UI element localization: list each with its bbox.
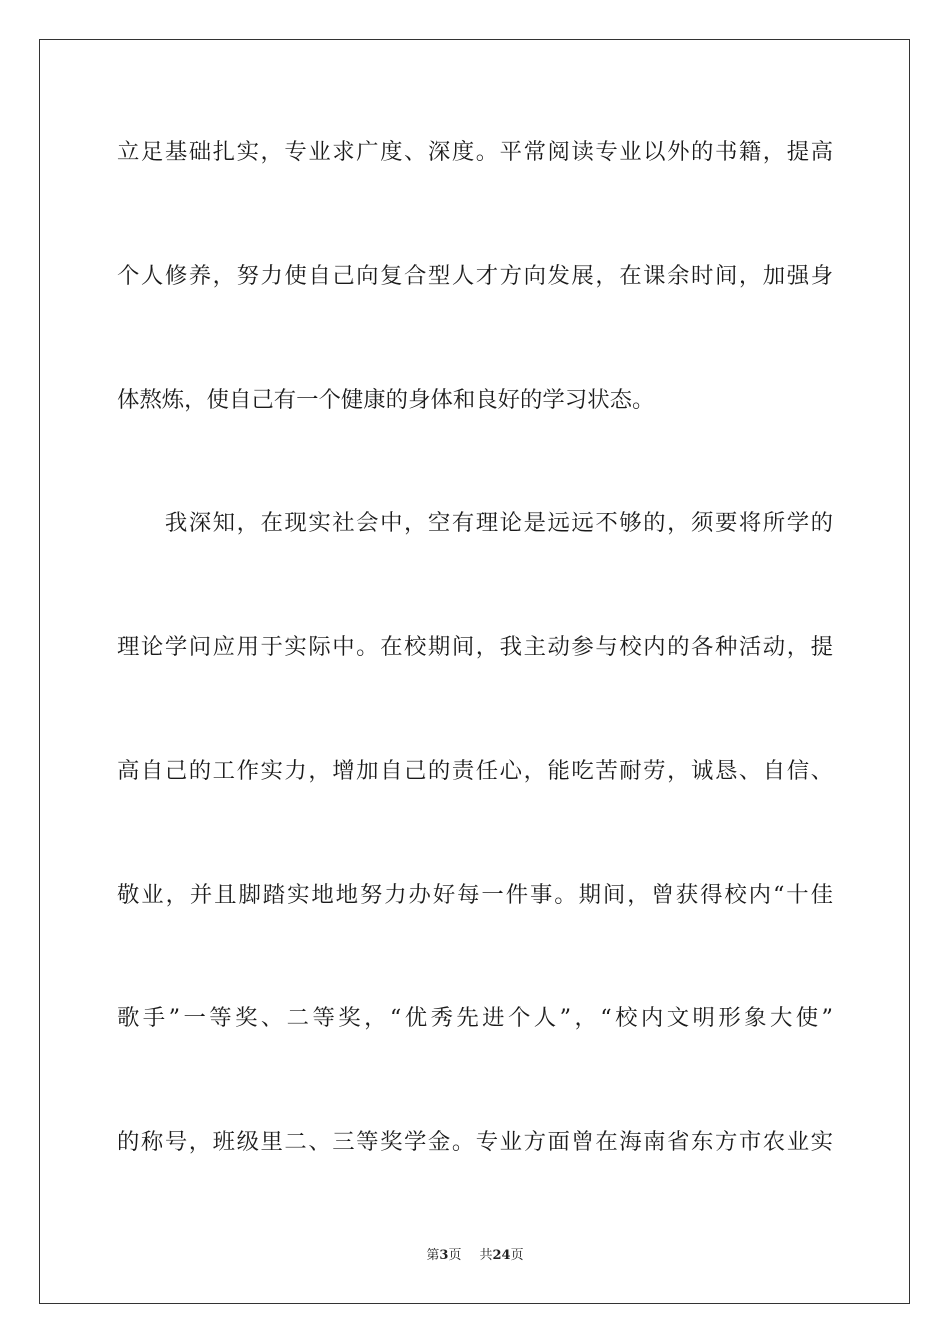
- paragraph-line-1: 立足基础扎实，专业求广度、深度。平常阅读专业以外的书籍，提高: [117, 139, 833, 165]
- paragraph-line-6: 高自己的工作实力，增加自己的责任心，能吃苦耐劳，诚恳、自信、: [117, 758, 833, 784]
- page-footer: [0, 1248, 950, 1264]
- page-border: [39, 39, 910, 1304]
- paragraph-line-5: 理论学问应用于实际中。在校期间，我主动参与校内的各种活动，提: [117, 634, 833, 660]
- paragraph-line-4: 我深知，在现实社会中，空有理论是远远不够的，须要将所学的: [117, 510, 833, 536]
- footer-page-prefix: 第: [426, 1248, 440, 1263]
- paragraph-line-7: 敬业，并且脚踏实地地努力办好每一件事。期间，曾获得校内“十佳: [117, 882, 833, 908]
- footer-total-prefix: 共: [479, 1248, 493, 1263]
- footer-total-suffix: 页: [510, 1248, 524, 1263]
- paragraph-line-2: 个人修养，努力使自己向复合型人才方向发展，在课余时间，加强身: [117, 263, 833, 289]
- footer-page-total: 24: [492, 1248, 511, 1263]
- footer-page-suffix: 页: [448, 1248, 462, 1263]
- paragraph-line-9: 的称号，班级里二、三等奖学金。专业方面曾在海南省东方市农业实: [117, 1129, 833, 1155]
- footer-page-current: 3: [439, 1248, 449, 1263]
- paragraph-line-8: 歌手”一等奖、二等奖，“优秀先进个人”，“校内文明形象大使”: [117, 1005, 833, 1031]
- paragraph-line-3: 体熬炼，使自己有一个健康的身体和良好的学习状态。: [117, 387, 655, 413]
